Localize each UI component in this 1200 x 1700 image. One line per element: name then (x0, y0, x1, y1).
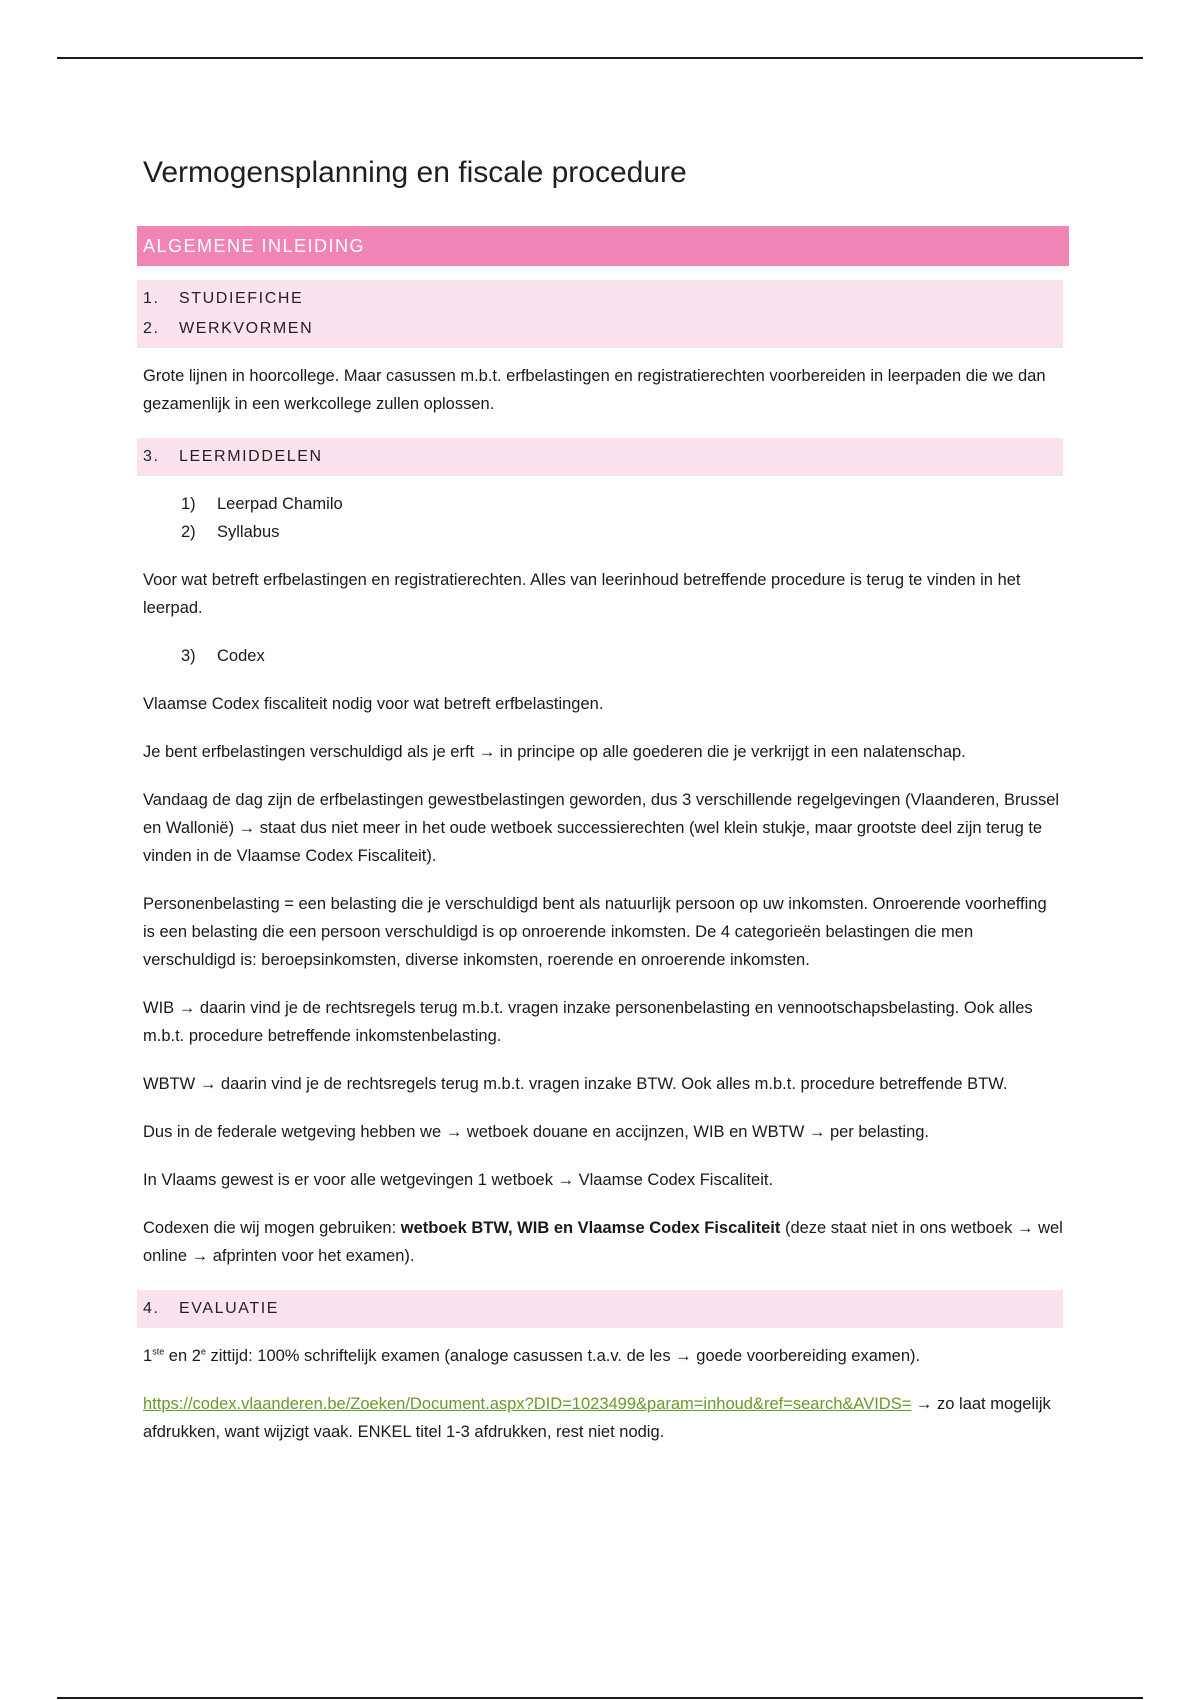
section-heading-algemene-inleiding: ALGEMENE INLEIDING (137, 226, 1069, 266)
heading-number: 4. (143, 1300, 160, 1317)
paragraph-codexen (143, 1214, 1063, 1270)
text: 1 (143, 1347, 153, 1365)
paragraph-codex-link (143, 1390, 1063, 1446)
heading-label: EVALUATIE (179, 1300, 280, 1317)
heading-werkvormen (143, 314, 1063, 344)
paragraph: Dus in de federale wetgeving hebben we → wetboek douane en accijnzen, WIB en WBTW → per belasting. (143, 1123, 930, 1141)
paragraph-werkvormen: Grote lijnen in hoorcollege. Maar casussen m.b.t. erfbelastingen en registratierechten voorbereiden in leerpaden die we dan gezamenlijk in een werkcollege zullen oplossen. (143, 367, 1046, 413)
text: → zo laat mogelijk afdrukken, want wijzigt vaak. ENKEL titel 1-3 afdrukken, rest niet nodig. (143, 1395, 1051, 1441)
list-number: 3) (181, 647, 196, 665)
paragraph-zittijd (143, 1342, 1063, 1370)
list-label: Syllabus (217, 523, 280, 541)
heading-label: WERKVORMEN (179, 320, 314, 337)
leermiddelen-list (143, 490, 1063, 546)
heading-studiefiche (143, 284, 1063, 314)
heading-evaluatie (143, 1294, 1063, 1324)
heading-number: 1. (143, 290, 160, 307)
paragraph: Je bent erfbelastingen verschuldigd als je erft → in principe op alle goederen die je verkrijgt in een nalatenschap. (143, 743, 966, 761)
subheading-band-4 (137, 1290, 1063, 1328)
text: en 2 (164, 1347, 201, 1365)
document-title: Vermogensplanning en fiscale procedure (143, 156, 687, 189)
paragraph-leerpad: Voor wat betreft erfbelastingen en registratierechten. Alles van leerinhoud betreffende procedure is terug te vinden in het leerpad. (143, 571, 1021, 617)
document-page (143, 150, 1063, 1466)
superscript: ste (152, 1346, 165, 1357)
heading-number: 2. (143, 320, 160, 337)
subheading-band-3 (137, 438, 1063, 476)
list-label: Leerpad Chamilo (217, 495, 343, 513)
paragraph: Vandaag de dag zijn de erfbelastingen gewestbelastingen geworden, dus 3 verschillende regelgevingen (Vlaanderen, Brussel en Wallonië) → staat dus niet meer in het oude wetboek successierechten (wel klein stukje, maar grootste deel zijn terug te vinden in de Vlaamse Codex Fiscaliteit). (143, 791, 1060, 865)
heading-label: STUDIEFICHE (179, 290, 304, 307)
list-item (143, 642, 1063, 670)
text: (deze staat niet in ons wetboek → wel online → afprinten voor het examen). (143, 1219, 1063, 1265)
paragraph: In Vlaams gewest is er voor alle wetgevingen 1 wetboek → Vlaamse Codex Fiscaliteit. (143, 1171, 774, 1189)
superscript: e (200, 1346, 206, 1357)
heading-number: 3. (143, 448, 160, 465)
list-number: 1) (181, 495, 196, 513)
heading-leermiddelen (143, 442, 1063, 472)
text: Codexen die wij mogen gebruiken: (143, 1219, 401, 1237)
subheading-band-1-2 (137, 280, 1063, 348)
paragraph: Personenbelasting = een belasting die je verschuldigd bent als natuurlijk persoon op uw inkomsten. Onroerende voorheffing is een belasting die een persoon verschuldigd is op onroerende inkomsten. De 4 categorieën belastingen die men verschuldigd is: beroepsinkomsten, diverse inkomsten, roerende en onroerende inkomsten. (143, 895, 1047, 969)
list-item (143, 518, 1063, 546)
bold-text: wetboek BTW, WIB en Vlaamse Codex Fiscaliteit (400, 1219, 781, 1237)
footer-rule (57, 1697, 1143, 1699)
paragraph: Vlaamse Codex fiscaliteit nodig voor wat betreft erfbelastingen. (143, 695, 604, 713)
paragraph: WIB → daarin vind je de rechtsregels terug m.b.t. vragen inzake personenbelasting en vennootschapsbelasting. Ook alles m.b.t. procedure betreffende inkomstenbelasting. (143, 999, 1033, 1045)
heading-label: LEERMIDDELEN (179, 448, 323, 465)
codex-link[interactable]: https://codex.vlaanderen.be/Zoeken/Document.aspx?DID=1023499&param=inhoud&ref=search&AVIDS= (143, 1395, 912, 1413)
codex-list (143, 642, 1063, 670)
paragraph: WBTW → daarin vind je de rechtsregels terug m.b.t. vragen inzake BTW. Ook alles m.b.t. procedure betreffende BTW. (143, 1075, 1008, 1093)
list-label: Codex (217, 647, 265, 665)
header-rule (57, 57, 1143, 59)
text: zittijd: 100% schriftelijk examen (analoge casussen t.a.v. de les → goede voorbereiding examen). (205, 1347, 921, 1365)
list-number: 2) (181, 523, 196, 541)
list-item (143, 490, 1063, 518)
